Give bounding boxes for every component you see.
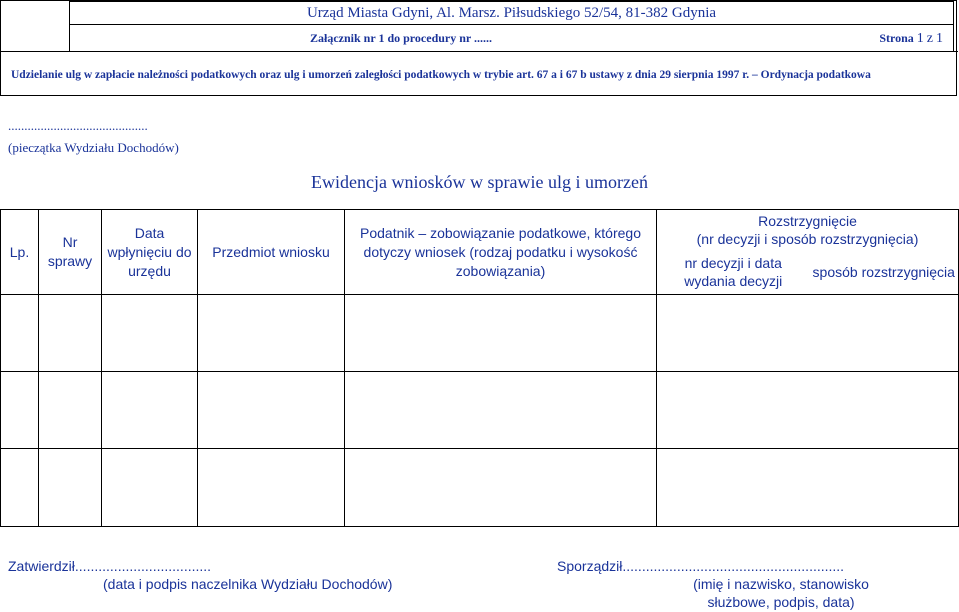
- col-decision-title: Rozstrzygnięcie: [758, 212, 857, 229]
- register-table: [0, 209, 959, 527]
- procedure-row: [1, 51, 958, 97]
- stamp-label: (pieczątka Wydziału Dochodów): [8, 140, 179, 155]
- stamp-dots: ...........................................: [8, 118, 148, 133]
- col-decision-method: sposób rozstrzygnięcia: [810, 250, 959, 295]
- table-cell: [657, 372, 959, 449]
- document-header: [0, 0, 957, 96]
- table-row: [1, 295, 959, 372]
- table-cell: [1, 449, 39, 527]
- table-cell: [39, 449, 102, 527]
- col-lp: Lp.: [1, 210, 39, 295]
- page-total: 1: [936, 31, 943, 46]
- col-taxpayer: Podatnik – zobowiązanie podatkowe, którego dotyczy wniosek (rodzaj podatku i wysokość zobowiązania): [345, 210, 657, 295]
- page-title: Ewidencja wniosków w sprawie ulg i umorzeń: [311, 172, 648, 192]
- prepared-note: (imię i nazwisko, stanowisko służbowe, podpis, data): [693, 576, 869, 610]
- col-decision: [657, 210, 959, 250]
- col-subject: Przedmiot wniosku: [198, 210, 345, 295]
- office-address: Urząd Miasta Gdyni, Al. Marsz. Piłsudskiego 52/54, 81-382 Gdynia: [69, 1, 954, 25]
- procedure-title: Udzielanie ulg w zapłacie należności podatkowych oraz ulg i umorzeń zaległości podatkowych w trybie art. 67 a i 67 b ustawy z dnia 29 sierpnia 1997 r. – Ordynacja podatkowa: [11, 69, 871, 81]
- col-decision-subtitle: (nr decyzji i sposób rozstrzygnięcia): [696, 230, 919, 247]
- page-indicator: [879, 31, 943, 47]
- table-cell: [1, 295, 39, 372]
- approved-note: (data i podpis naczelnika Wydziału Dochodów): [103, 576, 393, 592]
- attachment-row: [69, 24, 954, 52]
- table-cell: [198, 449, 345, 527]
- table-cell: [657, 449, 959, 527]
- prepared-by: Sporządził.........................................................: [557, 558, 845, 574]
- approved-by: Zatwierdził...................................: [8, 558, 212, 574]
- attachment-label: Załącznik nr 1 do procedury nr ......: [310, 31, 493, 45]
- table-cell: [102, 372, 198, 449]
- table-cell: [102, 295, 198, 372]
- table-cell: [657, 295, 959, 372]
- page-label: Strona: [879, 31, 914, 45]
- col-date: Data wpłynięciu do urzędu: [102, 210, 198, 295]
- table-cell: [39, 372, 102, 449]
- col-decision-nr: nr decyzji i data wydania decyzji: [657, 250, 810, 295]
- table-cell: [345, 372, 657, 449]
- table-cell: [39, 295, 102, 372]
- table-cell: [102, 449, 198, 527]
- table-cell: [345, 295, 657, 372]
- page-of: z: [926, 31, 933, 46]
- table-row: [1, 449, 959, 527]
- table-row: [1, 372, 959, 449]
- col-nr: Nr sprawy: [39, 210, 102, 295]
- table-cell: [198, 295, 345, 372]
- stamp-area: [8, 115, 179, 159]
- table-cell: [345, 449, 657, 527]
- page-current: 1: [916, 31, 924, 46]
- table-cell: [1, 372, 39, 449]
- table-cell: [198, 372, 345, 449]
